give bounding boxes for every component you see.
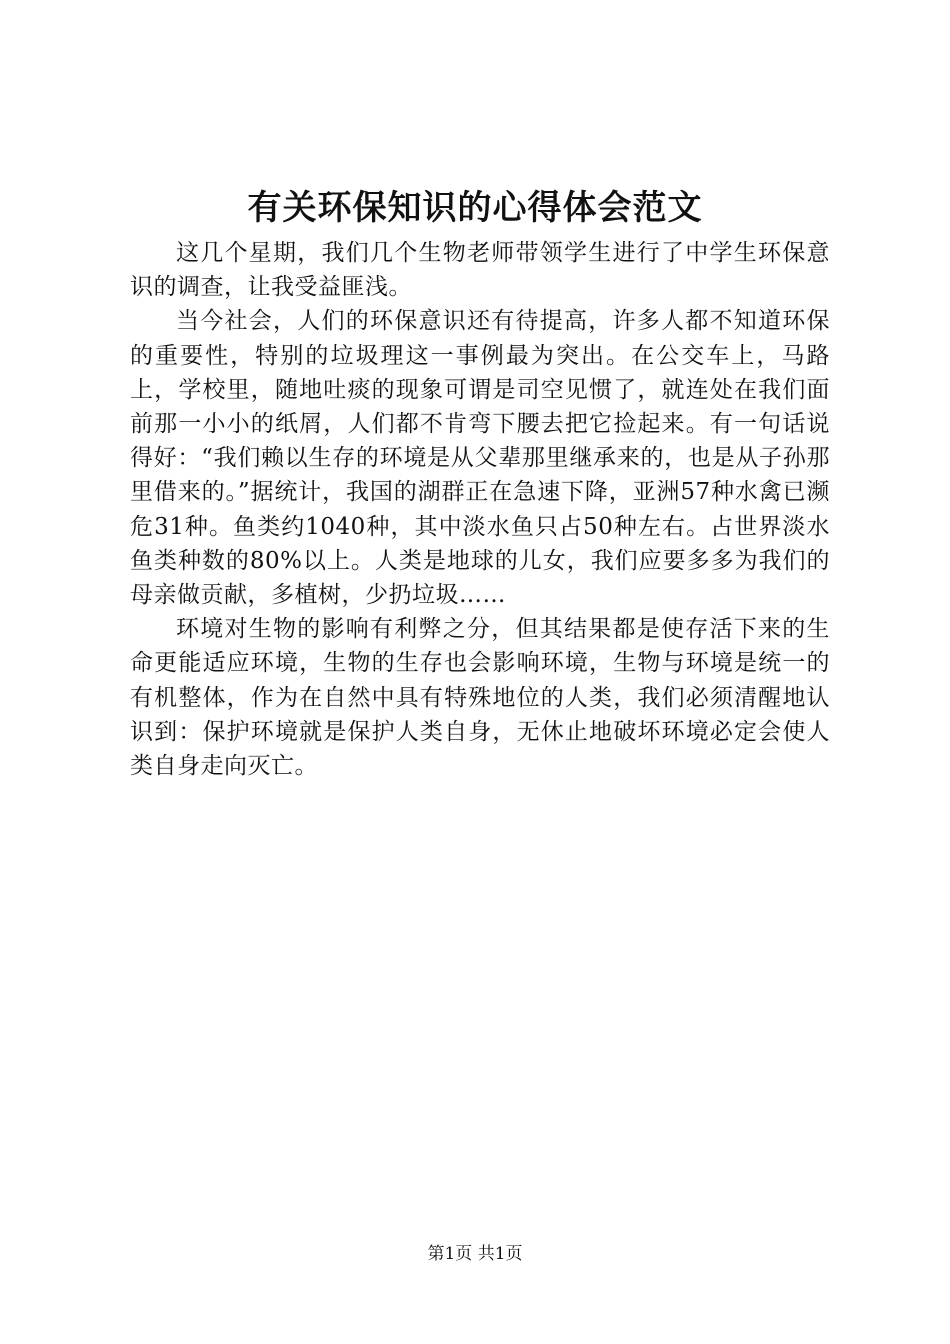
paragraph-2: 当今社会，人们的环保意识还有待提高，许多人都不知道环保的重要性，特别的垃圾理这一事例最为突出。在公交车上，马路上，学校里，随地吐痰的现象可谓是司空见惯了，就连处在我们面前那一小小的纸屑，人们都不肯弯下腰去把它捡起来。有一句话说得好：“我们赖以生存的环境是从父辈那里继承来的，也是从子孙那里借来的。”据统计，我国的湖群正在急速下降，亚洲57种水禽已濒危31种。鱼类约1040种，其中淡水鱼只占50种左右。占世界淡水鱼类种数的80%以上。人类是地球的儿女，我们应要多多为我们的母亲做贡献，多植树，少扔垃圾…… (130, 308, 830, 609)
page-footer: 第1页 共1页 (427, 1244, 523, 1264)
paragraph-3: 环境对生物的影响有利弊之分，但其结果都是使存活下来的生命更能适应环境，生物的生存也会影响环境，生物与环境是统一的有机整体，作为在自然中具有特殊地位的人类，我们必须清醒地认识到：保护环境就是保护人类自身，无休止地破坏环境必定会使人类自身走向灭亡。 (130, 616, 830, 780)
document-body (130, 236, 830, 783)
paragraph-1: 这几个星期，我们几个生物老师带领学生进行了中学生环保意识的调查，让我受益匪浅。 (130, 240, 830, 301)
document-title: 有关环保知识的心得体会范文 (247, 188, 703, 228)
